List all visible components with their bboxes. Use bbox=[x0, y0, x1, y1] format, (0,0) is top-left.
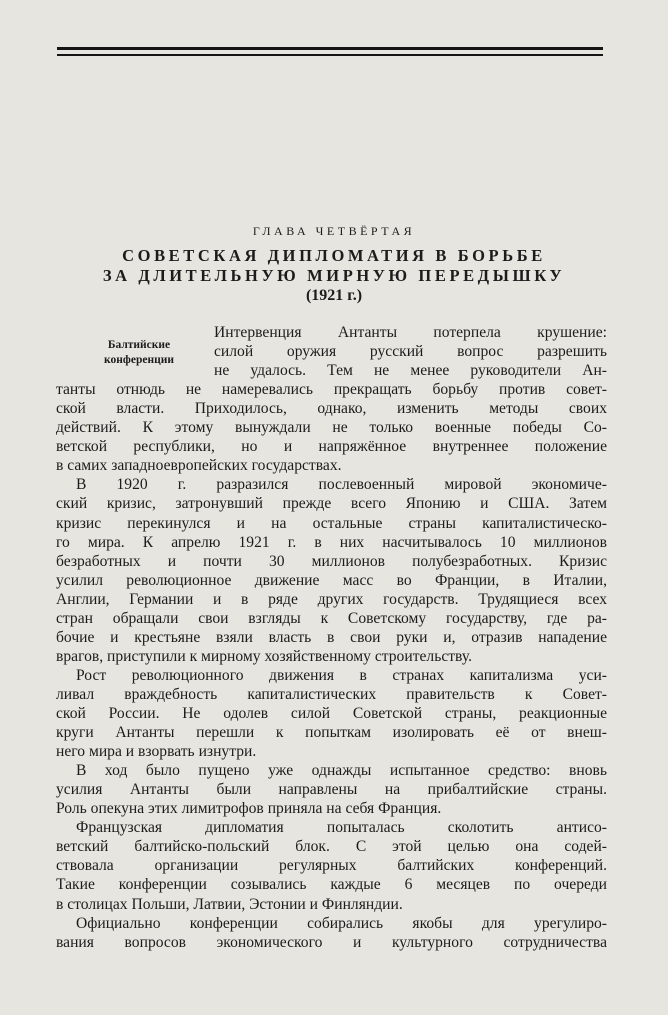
text-line: го мира. К апрелю 1921 г. в них насчитывалось 10 миллионов bbox=[56, 533, 607, 551]
text-line: него мира и взорвать изнутри. bbox=[56, 743, 257, 761]
text-line: действий. К этому вынуждали не только военные победы Со- bbox=[56, 419, 607, 437]
text-line: танты отнюдь не намеревались прекращать борьбу против совет- bbox=[56, 381, 607, 399]
text-line: Роль опекуна этих лимитрофов приняла на себя Франция. bbox=[56, 800, 442, 818]
margin-note-line: Балтийские bbox=[107, 339, 171, 351]
text-line: вания вопросов экономического и культурного сотрудничества bbox=[56, 933, 607, 951]
text-line: Интервенция Антанты потерпела крушение: bbox=[214, 324, 607, 341]
text-line: Такие конференции созывались каждые 6 месяцев по очереди bbox=[56, 876, 607, 894]
margin-note-line: конференции bbox=[104, 354, 174, 366]
text-line: ской власти. Приходилось, однако, изменить методы своих bbox=[56, 400, 607, 418]
text-line: стран обращали свои взгляды к Советскому государству, где ра- bbox=[56, 609, 607, 627]
text-line: безработных и почти 30 миллионов полубезработных. Кризис bbox=[56, 552, 607, 570]
text-line: усилил революционное движение масс во Франции, в Италии, bbox=[56, 571, 607, 589]
margin-note bbox=[78, 338, 200, 368]
chapter-year: (1921 г.) bbox=[305, 287, 363, 304]
text-line: ский кризис, затронувший прежде всего Японию и США. Затем bbox=[56, 495, 607, 513]
text-line: Англии, Германии и в ряде других государств. Трудящиеся всех bbox=[56, 590, 607, 608]
text-line: В ход было пущено уже однажды испытанное средство: вновь bbox=[76, 762, 607, 780]
text-line: в столицах Польши, Латвии, Эстонии и Финляндии. bbox=[56, 895, 403, 913]
text-line: кризис перекинулся и на остальные страны капиталистическо- bbox=[56, 514, 607, 532]
text-line: врагов, приступили к мирному хозяйственному строительству. bbox=[56, 647, 473, 665]
header-rule-thin bbox=[57, 54, 603, 56]
chapter-label: ГЛАВА ЧЕТВЁРТАЯ bbox=[252, 224, 416, 238]
text-line: Французская дипломатия попыталась сколотить антисо- bbox=[76, 819, 607, 837]
text-line: Рост революционного движения в странах капитализма уси- bbox=[76, 666, 607, 684]
text-line: силой оружия русский вопрос разрешить bbox=[214, 343, 607, 361]
text-line: круги Антанты перешли к попыткам изолировать её от внеш- bbox=[56, 724, 607, 742]
text-line: усилия Антанты были направлены на прибалтийские страны. bbox=[56, 781, 607, 799]
text-line: ветской республики, но и напряжённое внутреннее положение bbox=[56, 438, 607, 456]
text-line: В 1920 г. разразился послевоенный мировой экономиче- bbox=[76, 476, 607, 494]
text-line: Официально конференции собирались якобы для урегулиро- bbox=[76, 914, 607, 932]
text-line: ской России. Не одолев силой Советской страны, реакционные bbox=[56, 705, 607, 722]
header-rule-thick bbox=[57, 47, 603, 50]
text-line: ливал враждебность капиталистических правительств к Совет- bbox=[56, 685, 607, 703]
chapter-title-line-1: СОВЕТСКАЯ ДИПЛОМАТИЯ В БОРЬБЕ bbox=[122, 246, 546, 265]
text-line: бочие и крестьяне взяли власть в свои руки и, отразив нападение bbox=[56, 628, 607, 646]
chapter-title-line-2: ЗА ДЛИТЕЛЬНУЮ МИРНУЮ ПЕРЕДЫШКУ bbox=[102, 266, 566, 285]
text-line: не удалось. Тем не менее руководители Ан- bbox=[214, 362, 607, 380]
text-line: ветский балтийско-польский блок. С этой целью она содей- bbox=[56, 838, 607, 856]
text-line: в самих западноевропейских государствах. bbox=[56, 457, 342, 475]
text-line: ствовала организации регулярных балтийских конференций. bbox=[56, 857, 607, 875]
